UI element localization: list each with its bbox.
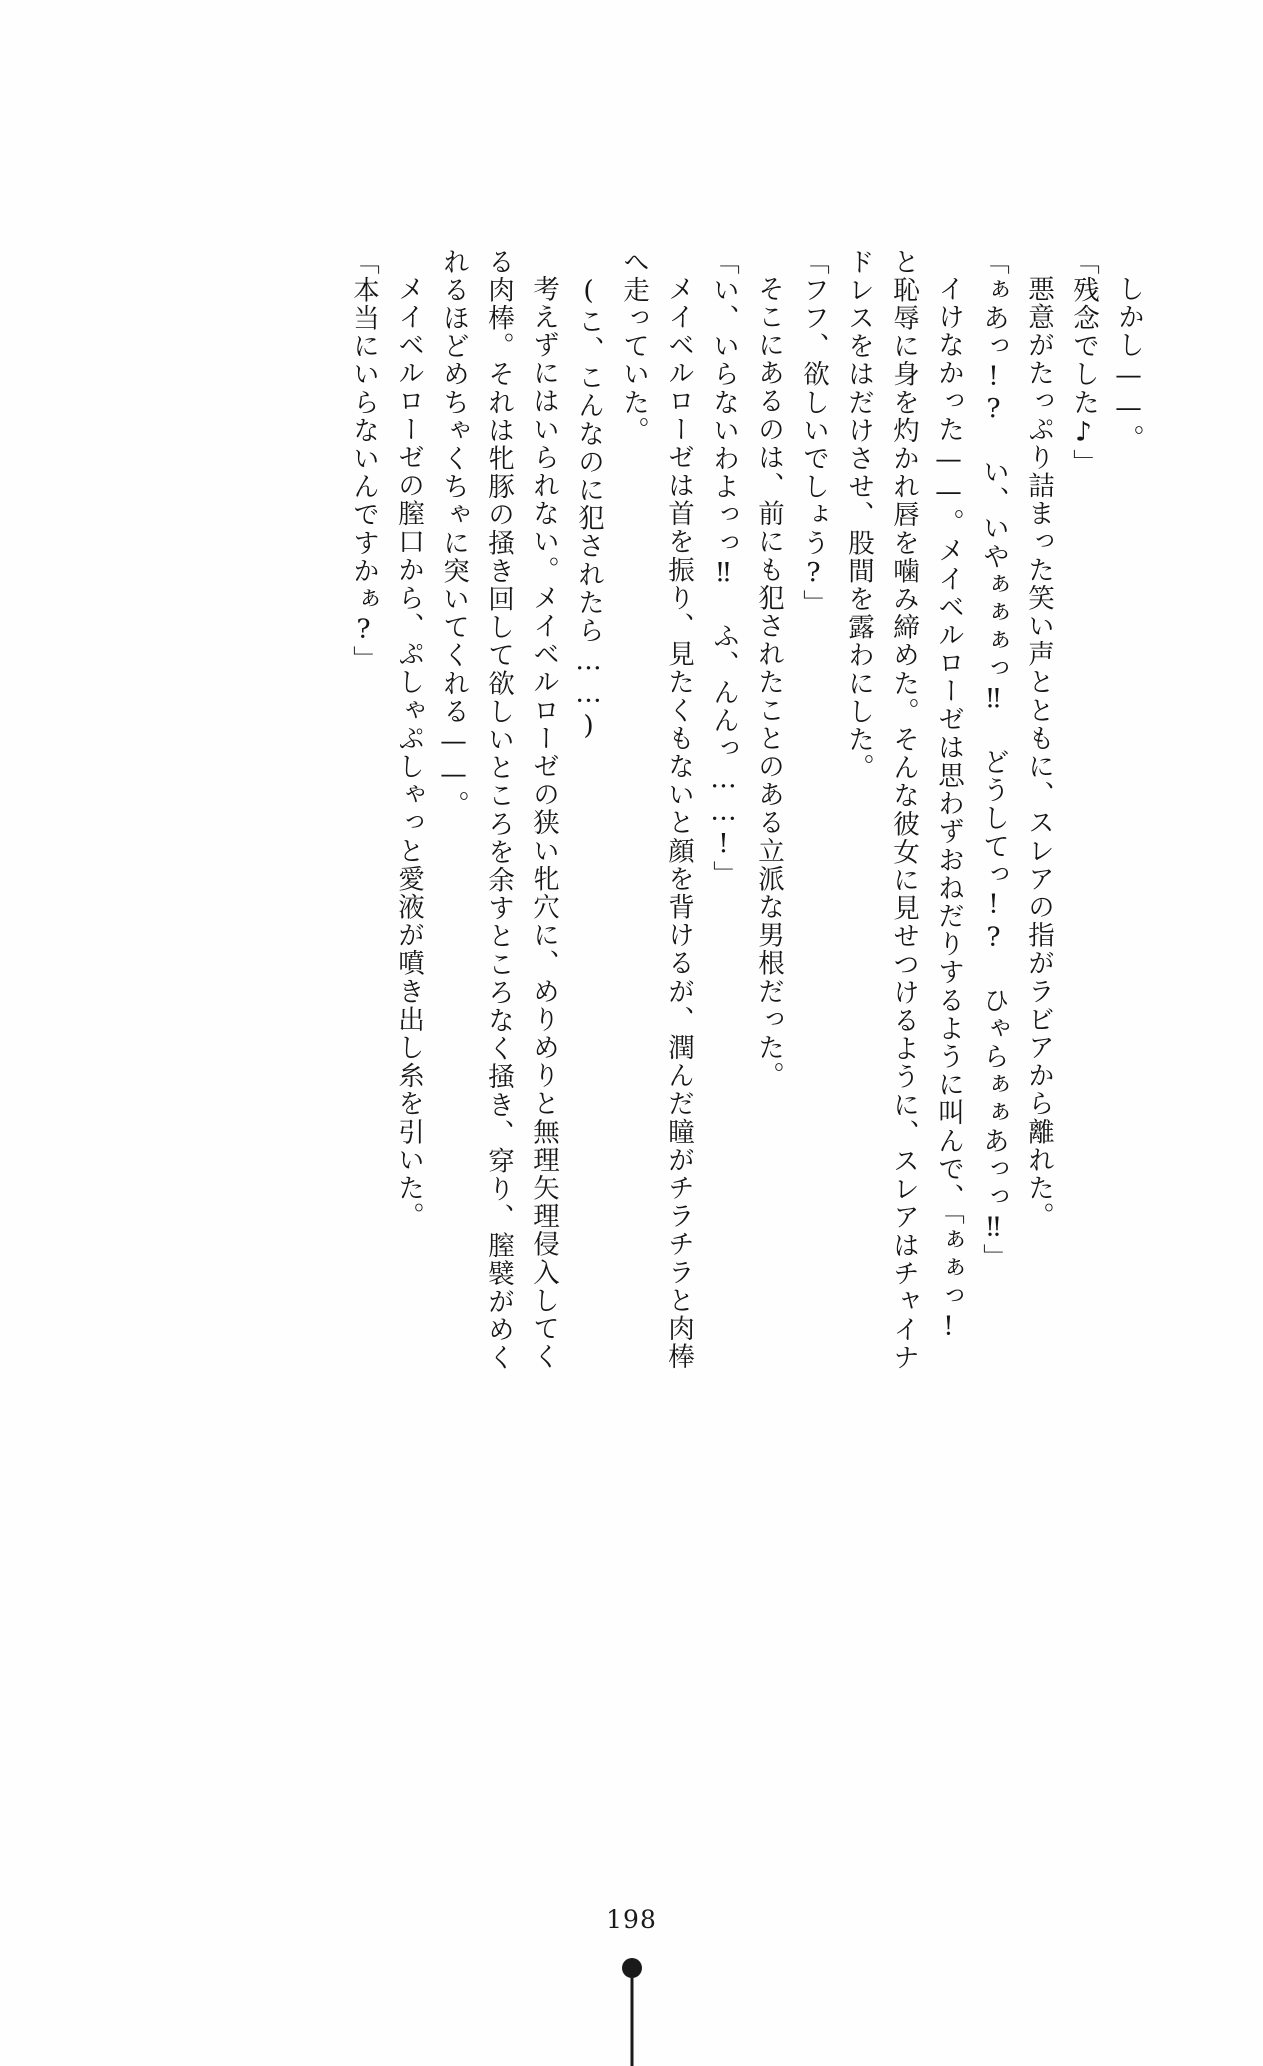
paragraph: ドレスをはだけさせ、股間を露わにした。	[843, 248, 874, 782]
paragraph: 「フフ、欲しいでしょう?」	[798, 248, 829, 618]
paragraph: へ走っていた。	[618, 248, 649, 445]
paragraph: 「残念でした♪」	[1068, 248, 1099, 478]
paragraph: 「ぁあっ!? い、いやぁぁぁっ‼ どうしてっ!? ひゃらぁぁあっっ‼」	[978, 248, 1009, 1272]
vertical-rule-icon	[630, 1978, 633, 2066]
paragraph: メイベルローゼは首を振り、見たくもないと顔を背けるが、潤んだ瞳がチラチラと肉棒	[663, 275, 694, 1371]
paragraph: しかし——。	[1113, 275, 1144, 453]
paragraph: 「い、いらないわよっっ‼ ふ、んんっ……!」	[708, 248, 739, 889]
paragraph: イけなかった——。メイベルローゼは思わずおねだりするように叫んで、「ぁぁっ!	[933, 275, 964, 1344]
body-text-block	[221, 248, 1151, 1438]
paragraph: 考えずにはいられない。メイベルローゼの狭い牝穴に、めりめりと無理矢理侵入してく	[528, 275, 559, 1371]
circle-mark-icon	[622, 1958, 642, 1978]
paragraph: (こ、こんなのに犯されたら……)	[573, 275, 604, 743]
paragraph: メイベルローゼの膣口から、ぷしゃぷしゃっと愛液が噴き出し糸を引いた。	[393, 275, 424, 1231]
paragraph: れるほどめちゃくちゃに突いてくれる——。	[438, 248, 469, 819]
paragraph: 悪意がたっぷり詰まった笑い声とともに、スレアの指がラビアから離れた。	[1023, 275, 1054, 1231]
paragraph: る肉棒。それは牝豚の掻き回して欲しいところを余すところなく掻き、穿り、膣襞がめく	[483, 248, 514, 1372]
page-number: 198	[606, 1905, 657, 1934]
paragraph: と恥辱に身を灼かれ唇を噛み締めた。そんな彼女に見せつけるように、スレアはチャイナ	[888, 248, 919, 1372]
paragraph: 「本当にいらないんですかぁ?」	[348, 248, 379, 674]
page-ornament	[619, 1958, 645, 2066]
paragraph: そこにあるのは、前にも犯されたことのある立派な男根だった。	[753, 275, 784, 1090]
